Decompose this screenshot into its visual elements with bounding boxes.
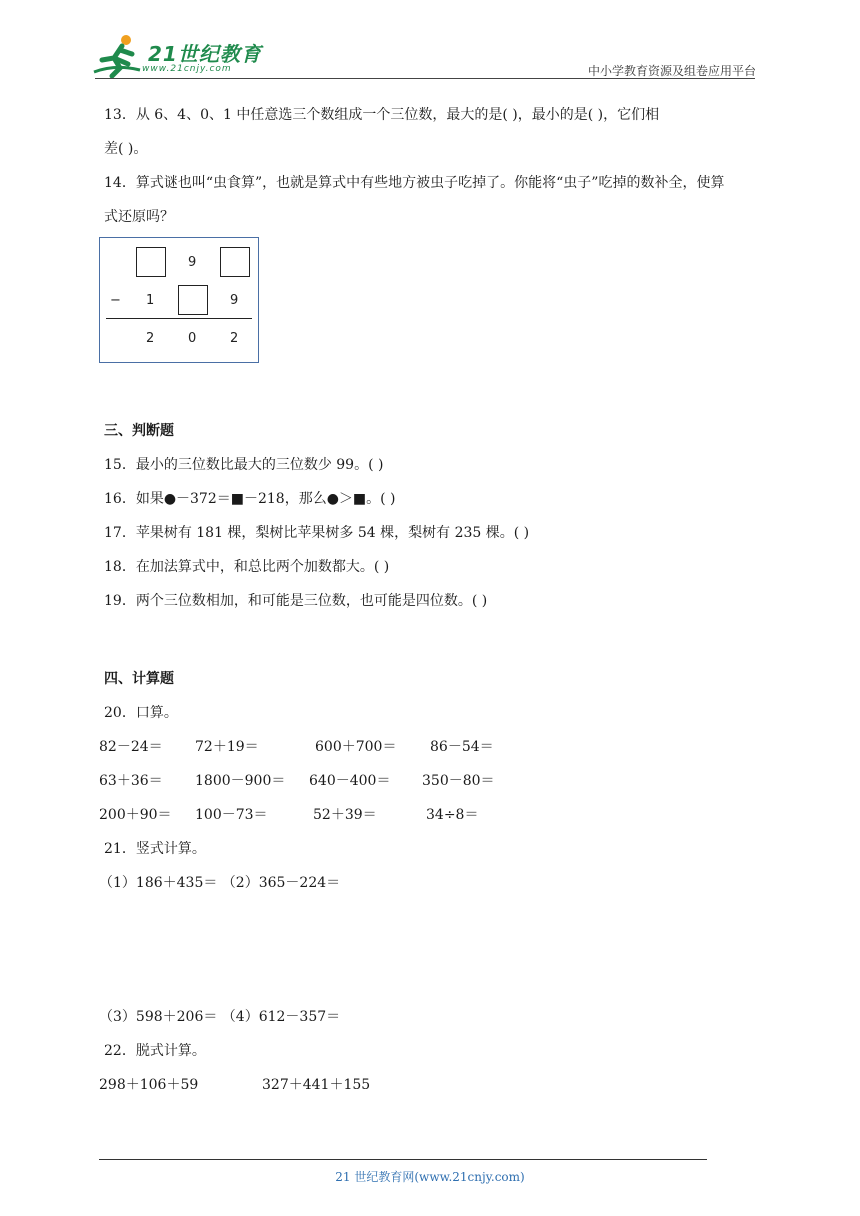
oral-calc-item: 82－24＝ bbox=[99, 739, 163, 755]
footer-divider bbox=[99, 1159, 707, 1160]
minus-sign: − bbox=[110, 293, 121, 308]
vertical-calc-row-2: （3）598＋206＝ （4）612－357＝ bbox=[99, 1009, 341, 1025]
question-21: 21．竖式计算。 bbox=[104, 841, 206, 857]
section-4-title: 四、计算题 bbox=[104, 671, 174, 687]
oral-calc-item: 72＋19＝ bbox=[195, 739, 259, 755]
header-platform-text: 中小学教育资源及组卷应用平台 bbox=[587, 64, 756, 78]
blank-box[interactable] bbox=[136, 247, 166, 277]
puzzle-digit: 1 bbox=[146, 293, 155, 308]
vertical-calc-row-1: （1）186＋435＝ （2）365－224＝ bbox=[99, 875, 341, 891]
stepwise-calc-item: 298＋106＋59 bbox=[99, 1077, 199, 1093]
oral-calc-item: 350－80＝ bbox=[422, 773, 495, 789]
question-18: 18．在加法算式中，和总比两个加数都大。( ) bbox=[104, 559, 390, 575]
question-16: 16．如果●－372＝■－218，那么●＞■。( ) bbox=[104, 491, 396, 507]
question-15: 15．最小的三位数比最大的三位数少 99。( ) bbox=[104, 457, 384, 473]
oral-calc-item: 86－54＝ bbox=[430, 739, 494, 755]
result-digit: 2 bbox=[146, 331, 155, 346]
question-22: 22．脱式计算。 bbox=[104, 1043, 206, 1059]
logo-url-text: www.21cnjy.com bbox=[142, 64, 232, 74]
oral-calc-item: 600＋700＝ bbox=[315, 739, 397, 755]
puzzle-digit: 9 bbox=[230, 293, 239, 308]
blank-box[interactable] bbox=[178, 285, 208, 315]
section-3-title: 三、判断题 bbox=[104, 423, 174, 439]
runner-icon bbox=[92, 34, 144, 78]
result-digit: 0 bbox=[188, 331, 197, 346]
question-13-line-1: 13．从 6、4、0、1 中任意选三个数组成一个三位数，最大的是( )，最小的是( )，它们相 bbox=[104, 107, 660, 123]
oral-calc-item: 52＋39＝ bbox=[313, 807, 377, 823]
stepwise-calc-item: 327＋441＋155 bbox=[262, 1077, 371, 1093]
result-digit: 2 bbox=[230, 331, 239, 346]
puzzle-rule-line bbox=[106, 318, 252, 319]
question-19: 19．两个三位数相加，和可能是三位数，也可能是四位数。( ) bbox=[104, 593, 488, 609]
question-20: 20．口算。 bbox=[104, 705, 178, 721]
puzzle-digit: 9 bbox=[188, 255, 197, 270]
oral-calc-item: 200＋90＝ bbox=[99, 807, 172, 823]
blank-box[interactable] bbox=[220, 247, 250, 277]
oral-calc-item: 34÷8＝ bbox=[426, 807, 479, 823]
header-divider bbox=[95, 78, 755, 79]
question-14-line-2: 式还原吗？ bbox=[104, 209, 174, 225]
subtraction-puzzle bbox=[99, 237, 259, 363]
logo bbox=[92, 32, 262, 80]
oral-calc-item: 100－73＝ bbox=[195, 807, 268, 823]
oral-calc-item: 63＋36＝ bbox=[99, 773, 163, 789]
question-14-line-1: 14．算式谜也叫“虫食算”，也就是算式中有些地方被虫子吃掉了。你能将“虫子”吃掉的数补全，使算 bbox=[104, 175, 725, 191]
logo-brand-text: 21世纪教育 bbox=[148, 42, 262, 66]
footer-link[interactable]: 21 世纪教育网(www.21cnjy.com) bbox=[335, 1170, 525, 1184]
question-17: 17．苹果树有 181 棵，梨树比苹果树多 54 棵，梨树有 235 棵。( ) bbox=[104, 525, 530, 541]
oral-calc-item: 640－400＝ bbox=[309, 773, 391, 789]
question-13-line-2: 差( )。 bbox=[104, 141, 148, 157]
oral-calc-item: 1800－900＝ bbox=[195, 773, 286, 789]
